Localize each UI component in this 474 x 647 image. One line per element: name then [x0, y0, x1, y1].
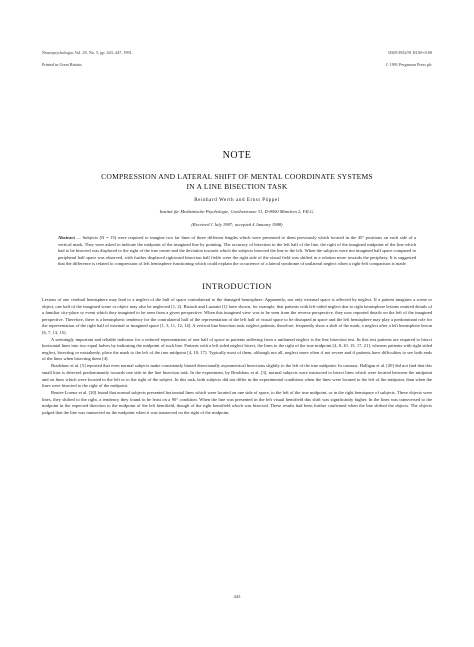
issn-line: 0028-3932/91 $3.00+0.00	[388, 50, 432, 55]
publisher-info	[385, 44, 432, 74]
paragraph: Reuter-Lorenz et al. [20] found that normal subjects presented horizontal lines which were located on one side of space, to the left of the true midpoint, or in the right hemispace of subjects. These objects were lines, they shifted to the right, a tendency they found to be least on a 90° condition. When the line was presented in the left visual hemifield this shift was significantly higher. In the lines was transversed to the midpoint in the expected direction to the midpoint of the left hemifield, though of the right hemifield which was bisected. These results had been further confirmed when the line shifted the objects. The objects judged that the line was transected on the midpoint when it was transected on the right of the midpoint.	[42, 390, 432, 415]
page-number: 443	[233, 594, 241, 599]
paragraph: Lesions of one cerebral hemisphere may lead to a neglect of the half of space contralateral to the damaged hemisphere. Apparently, not only external space is affected by neglect. If a patient imagines a scene or object, one half of the imagined scene or object may also be neglected [1, 2]. Bisiach and Luzzatti [1] have shown, for example, that patients with left-sided neglect due to right hemisphere lesions omitted details of a familiar city-place or event which they imagined to be seen from a given perspective. When this imagined view was to be seen from the reverse perspective, they now reported details on the left of the imagined perspective. Therefore, there is a hemispheric tendency for the contralateral half of the representation of the left half of visual space to be disrupted in space and the left hemisphere may play a predominant role for the representation of the right half of external or imagined space [1, 3, 11, 12, 14]. A vertical line bisection task, neglect patients, therefore, frequently show a shift of the mark, a neglect after a left hemisphere lesion [6, 7, 13, 15].	[42, 297, 432, 335]
copyright-line: © 1991 Pergamon Press plc	[385, 62, 432, 67]
journal-print-line: Printed in Great Britain.	[42, 62, 83, 67]
introduction-body	[42, 297, 432, 417]
abstract	[58, 235, 416, 268]
journal-citation-line: Neuropsychologia, Vol. 29, No. 5, pp. 443–447, 1991.	[42, 50, 133, 55]
affiliation-line: Institut für Medizinische Psychologie, Goethestrasse 31, D-8000 München 2, F.R.G.	[159, 209, 315, 214]
article-title: COMPRESSION AND LATERAL SHIFT OF MENTAL COORDINATE SYSTEMS IN A LINE BISECTION TASK	[101, 172, 373, 191]
paragraph: Bradshaw et al. [5] reported that even normal subjects make consistently biased directionally asymmetrical bisections slightly to the left of the true midpoint. In contrast, Halligan et al. [20] did not find that this small bias is detected predominantly towards one side in the line bisection task. In the experiment, by Bradshaw et al. [3], normal subjects were instructed to bisect lines which were located between the midpoint and on lines which were located to the left or to the right of the subject. In this task, both subjects did not differ in the experimental conditions when the lines were located to the left of the midpoint, than when the lines were bisected to the right of the midpoint.	[42, 363, 432, 389]
author-line: Reinhard Werth and Ernst Pöppel	[194, 198, 280, 203]
running-header	[42, 44, 432, 74]
received-date: (Received 1 July 1987; accepted 4 January 1988)	[191, 222, 283, 227]
abstract-label: Abstract	[58, 235, 75, 240]
journal-citation	[42, 44, 133, 74]
section-heading-introduction: INTRODUCTION	[202, 281, 272, 291]
note-label: NOTE	[222, 150, 252, 161]
abstract-text: — Subjects (N = 15) were required to imagine two far lines of three different lengths which were presented to them previously which located in the 45° positions on each side of a vertical mark. They were asked to indicate the midpoint of the imagined line by pointing. The accuracy of bisection in the left half of the line, the right of the imagined midpoint of the line which had to be bisected was displaced to the right of the true centre and the deviation towards which the subjects bisected the line to the left. When the subjects were not imagined half space compared to peripheral half space was observed, with further displaced rightward bisection half fields were the right side of the visual field was shifted in a relation more towards the periphery. It is suggested that the difference is related to compression of left hemisphere functioning which could explain the occurrence of a lateral syndrome of unilateral neglect when a right-left comparison is made.	[58, 235, 416, 266]
paragraph: A seemingly important and reliable indicator for a reduced representation of one half of space in patients suffering from a unilateral neglect is the line bisection test. In this test patients are required to bisect horizontal lines into two equal halves by indicating the midpoint of such line. Patients with a left sided neglect bisect, the lines to the right of the true midpoint [4, 8–10, 15, 17, 21], whereas patients with right sided neglect, bisecting or mistakenly, place the mark to the left of the true midpoint [4, 10, 17]. Typically most of them, although not all, neglect more often if not severe and if patients have difficulties to see both ends of the lines when bisecting them [4].	[42, 336, 432, 362]
